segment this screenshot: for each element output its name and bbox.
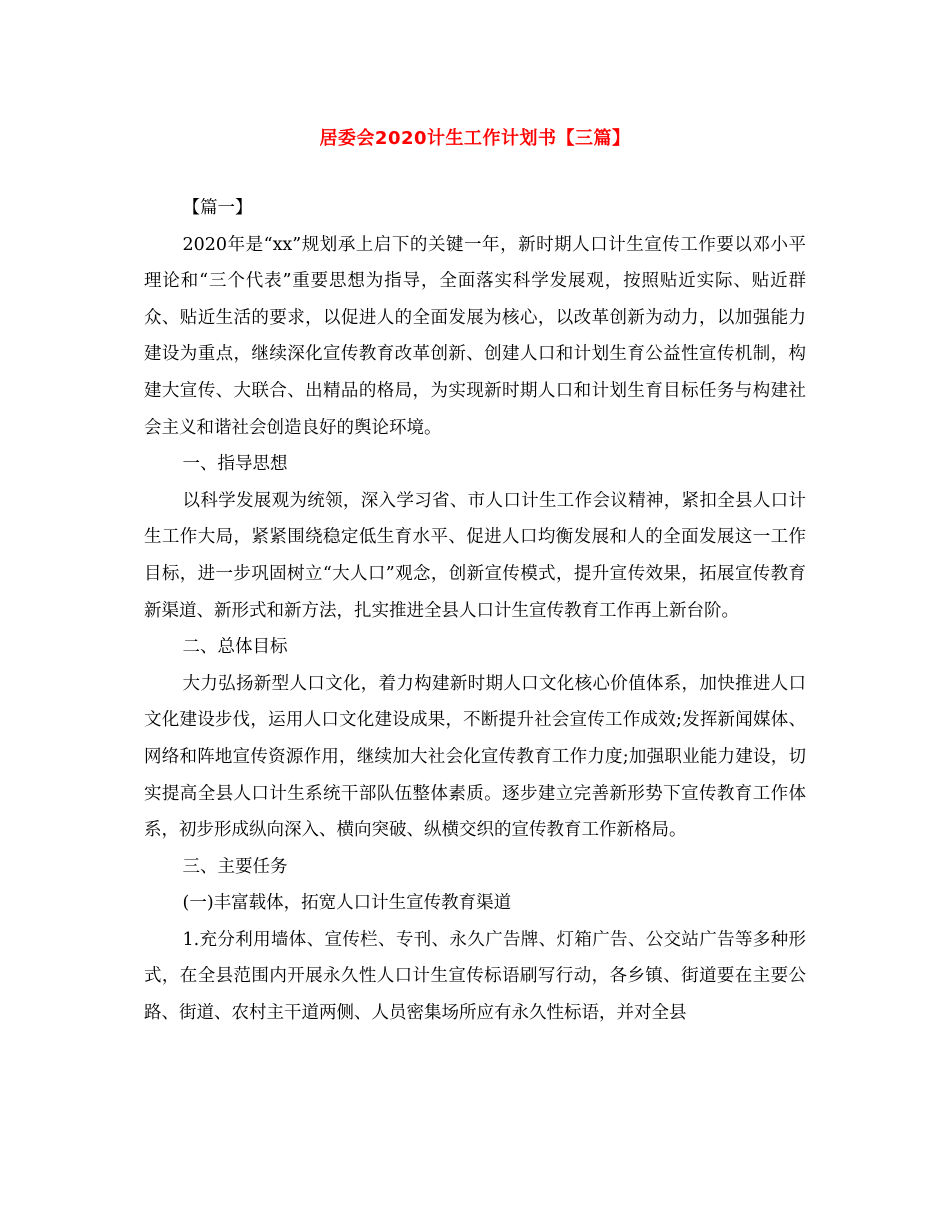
subsection-heading: (一)丰富载体，拓宽人口计生宣传教育渠道 [182, 893, 512, 914]
section-heading: 一、指导思想 [182, 454, 288, 475]
body-paragraph: 以科学发展观为统领，深入学习省、市人口计生工作会议精神，紧扣全县人口计生工作大局，紧紧围绕稳定低生育水平、促进人口均衡发展和人的全面发展这一工作目标，进一步巩固树立“大人口”观念，创新宣传模式，提升宣传效果，拓展宣传教育新渠道、新形式和新方法，扎实推进全县人口计生宣传教育工作再上新台阶。 [144, 490, 806, 621]
section-heading: 三、主要任务 [182, 856, 288, 877]
section-heading: 二、总体目标 [182, 637, 288, 658]
body-paragraph: 1.充分利用墙体、宣传栏、专刊、永久广告牌、灯箱广告、公交站广告等多种形式，在全县范围内开展永久性人口计生宣传标语刷写行动，各乡镇、街道要在主要公路、街道、农村主干道两侧、人员密集场所应有永久性标语，并对全县 [144, 929, 806, 1024]
intro-paragraph: 2020年是“xx”规划承上启下的关键一年，新时期人口计生宣传工作要以邓小平理论和“三个代表”重要思想为指导，全面落实科学发展观，按照贴近实际、贴近群众、贴近生活的要求，以促进人的全面发展为核心，以改革创新为动力，以加强能力建设为重点，继续深化宣传教育改革创新、创建人口和计划生育公益性宣传机制，构建大宣传、大联合、出精品的格局，为实现新时期人口和计划生育目标任务与构建社会主义和谐社会创造良好的舆论环境。 [144, 234, 806, 438]
document-title: 居委会2020计生工作计划书【三篇】 [319, 128, 631, 149]
document-body [144, 190, 806, 1032]
body-paragraph: 大力弘扬新型人口文化，着力构建新时期人口文化核心价值体系，加快推进人口文化建设步伐，运用人口文化建设成果，不断提升社会宣传工作成效;发挥新闻媒体、网络和阵地宣传资源作用，继续加大社会化宣传教育工作力度;加强职业能力建设，切实提高全县人口计生系统干部队伍整体素质。逐步建立完善新形势下宣传教育工作体系，初步形成纵向深入、横向突破、纵横交织的宣传教育工作新格局。 [144, 673, 806, 841]
section-marker: 【篇一】 [182, 198, 253, 218]
